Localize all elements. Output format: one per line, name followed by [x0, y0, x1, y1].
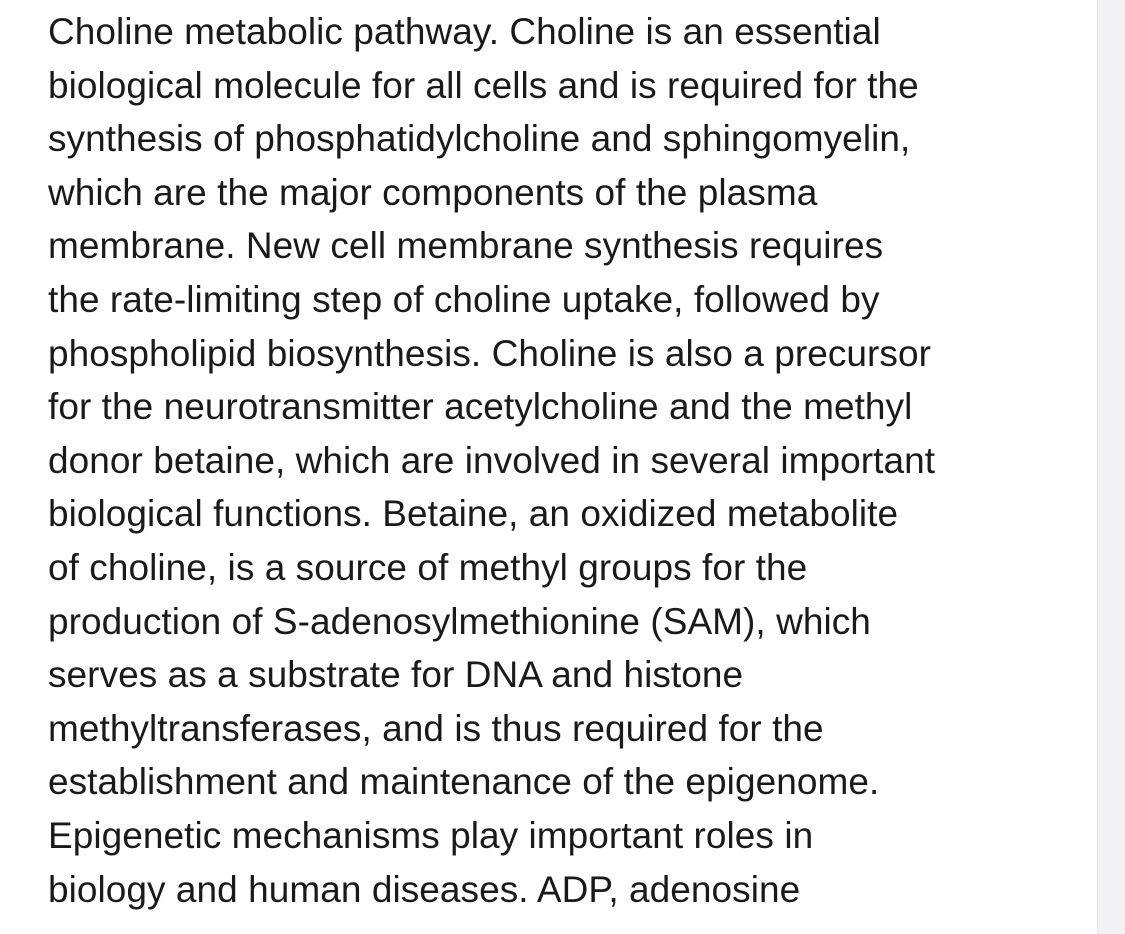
text-line: biological molecule for all cells and is required for the	[48, 64, 919, 106]
text-line: for the neurotransmitter acetylcholine and the methyl	[48, 386, 913, 428]
text-line: biological functions. Betaine, an oxidized metabolite	[48, 493, 899, 535]
text-line: methyltransferases, and is thus required for the	[48, 707, 824, 749]
caption-text	[48, 5, 1098, 916]
text-line: serves as a substrate for DNA and histone	[48, 654, 744, 696]
text-line: the rate-limiting step of choline uptake, followed by	[48, 278, 880, 320]
text-line: of choline, is a source of methyl groups for the	[48, 546, 808, 588]
text-line: membrane. New cell membrane synthesis requires	[48, 225, 884, 267]
text-line: Epigenetic mechanisms play important roles in	[48, 814, 814, 856]
text-line: Choline metabolic pathway. Choline is an essential	[48, 11, 881, 52]
text-line: phospholipid biosynthesis. Choline is also a precursor	[48, 332, 931, 374]
text-line: donor betaine, which are involved in several important	[48, 439, 936, 481]
text-line: which are the major components of the plasma	[48, 171, 818, 213]
text-line: production of S-adenosylmethionine (SAM), which	[48, 600, 871, 642]
scrollbar-track[interactable]	[1097, 0, 1125, 934]
text-line: establishment and maintenance of the epigenome.	[48, 761, 880, 803]
text-line: biology and human diseases. ADP, adenosine	[48, 868, 801, 910]
text-line: synthesis of phosphatidylcholine and sphingomyelin,	[48, 118, 911, 160]
